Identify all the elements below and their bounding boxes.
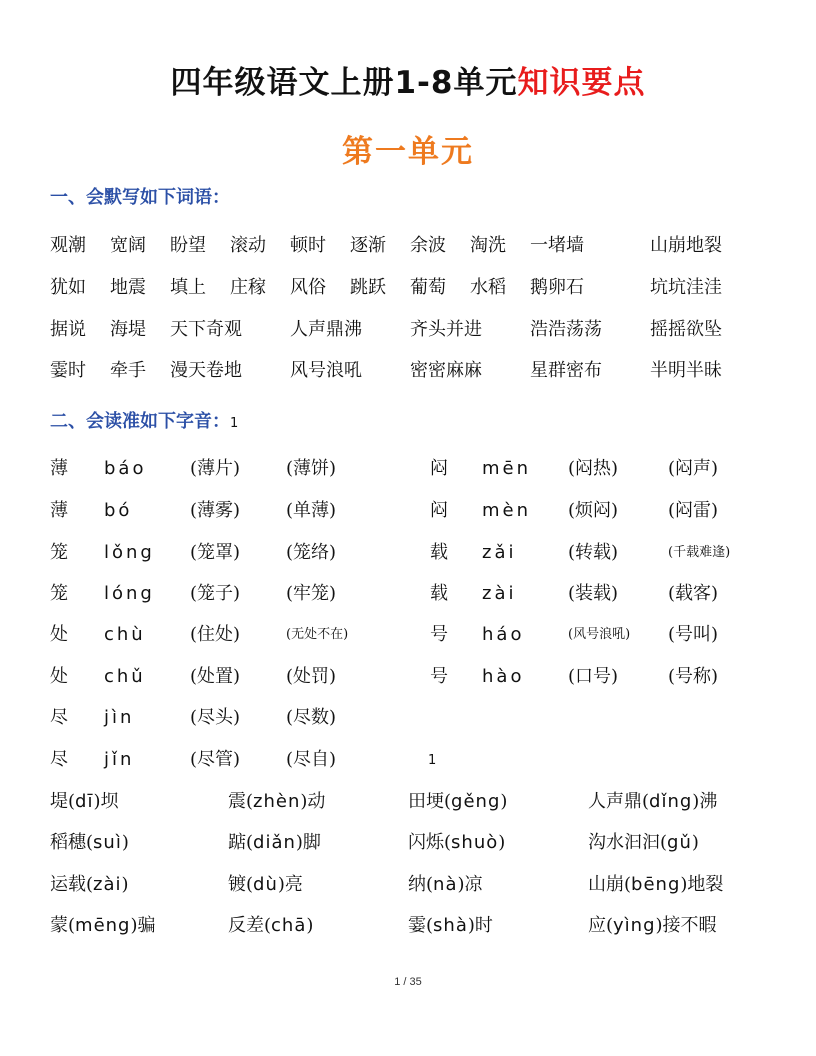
polyphone-char: 载 [430, 583, 448, 604]
heading-text: 二、会读准如下字音： [50, 411, 230, 432]
vocabulary-word: 淘洗 [470, 235, 506, 256]
pinyin: shà [433, 915, 468, 936]
example-word: (闷热) [568, 458, 619, 479]
vocabulary-word: 牵手 [110, 360, 146, 381]
example-word: (单薄) [286, 500, 337, 521]
heading-note: 1 [230, 416, 239, 431]
pinyin: chā [271, 915, 307, 936]
word-part: ) [306, 915, 314, 936]
polyphone-char: 笼 [50, 583, 68, 604]
vocabulary-word: 漫天卷地 [170, 360, 242, 381]
pinyin: lǒng [104, 542, 155, 563]
vocabulary-word: 填上 [170, 277, 206, 298]
pinyin: báo [104, 458, 147, 479]
pinyin: bó [104, 500, 133, 521]
word-part: ) [691, 832, 699, 853]
pinyin: dù [253, 874, 278, 895]
vocabulary-word: 水稻 [470, 277, 506, 298]
vocabulary-word: 跳跃 [350, 277, 386, 298]
example-word: (闷声) [668, 458, 719, 479]
annotated-word [50, 830, 129, 856]
pinyin: lóng [104, 583, 155, 604]
vocabulary-word: 人声鼎沸 [290, 319, 362, 340]
vocabulary-word: 齐头并进 [410, 319, 482, 340]
word-part: 运载( [50, 874, 94, 895]
word-part: 堤( [50, 791, 76, 812]
example-word: (笼子) [190, 583, 241, 604]
annotated-word [588, 789, 717, 815]
pinyin: dǐng [649, 791, 693, 812]
pinyin: háo [482, 624, 525, 645]
vocabulary-word: 鹅卵石 [530, 277, 584, 298]
vocabulary-word: 坑坑洼洼 [650, 277, 722, 298]
vocabulary-word: 摇摇欲坠 [650, 319, 722, 340]
vocabulary-word: 风号浪吼 [290, 360, 362, 381]
pinyin: gěng [451, 791, 501, 812]
vocabulary-word: 顿时 [290, 235, 326, 256]
example-word: (尽数) [286, 707, 337, 728]
pinyin: yìng [613, 915, 656, 936]
vocabulary-word: 犹如 [50, 277, 86, 298]
word-part: 山崩( [588, 874, 632, 895]
example-word: (薄饼) [286, 458, 337, 479]
section-heading-vocabulary: 一、会默写如下词语： [50, 187, 230, 208]
title-highlight: 知识要点 [517, 65, 646, 101]
pinyin: chǔ [104, 666, 146, 687]
example-word: (处置) [190, 666, 241, 687]
word-part: 踮( [228, 832, 254, 853]
pinyin: zài [482, 583, 517, 604]
polyphone-char: 薄 [50, 500, 68, 521]
word-part: 反差( [228, 915, 272, 936]
example-word: (牢笼) [286, 583, 337, 604]
pinyin: bēng [631, 874, 681, 895]
vocabulary-word: 风俗 [290, 277, 326, 298]
vocabulary-word: 密密麻麻 [410, 360, 482, 381]
annotated-word [588, 913, 717, 939]
polyphone-char: 号 [430, 624, 448, 645]
word-part: ) [121, 832, 129, 853]
annotated-word [228, 913, 313, 939]
example-word: (无处不在) [286, 627, 349, 642]
word-part: )地裂 [680, 874, 724, 895]
word-part: 稻穗( [50, 832, 94, 853]
polyphone-char: 尽 [50, 749, 68, 770]
vocabulary-word: 霎时 [50, 360, 86, 381]
annotated-word [50, 789, 119, 815]
pinyin: chù [104, 624, 146, 645]
vocabulary-word: 宽阔 [110, 235, 146, 256]
example-word: (笼络) [286, 542, 337, 563]
example-word: (笼罩) [190, 542, 241, 563]
word-part: )骗 [130, 915, 156, 936]
vocabulary-word: 逐渐 [350, 235, 386, 256]
pinyin: zài [93, 874, 122, 895]
word-part: 霎( [408, 915, 434, 936]
polyphone-char: 笼 [50, 542, 68, 563]
vocabulary-word: 观潮 [50, 235, 86, 256]
example-word: (风号浪吼) [568, 627, 631, 642]
word-part: ) [500, 791, 508, 812]
word-part: 蒙( [50, 915, 76, 936]
word-part: ) [498, 832, 506, 853]
example-word: (号叫) [668, 624, 719, 645]
pinyin: gǔ [667, 832, 692, 853]
vocabulary-word: 星群密布 [530, 360, 602, 381]
pinyin: diǎn [253, 832, 296, 853]
word-part: )时 [467, 915, 493, 936]
polyphone-char: 尽 [50, 707, 68, 728]
vocabulary-word: 半明半昧 [650, 360, 722, 381]
pinyin: shuò [451, 832, 499, 853]
pinyin: jìn [104, 707, 135, 728]
annotated-word [50, 913, 156, 939]
word-part: ) [121, 874, 129, 895]
example-word: (转载) [568, 542, 619, 563]
annotated-word [228, 872, 303, 898]
page-marker: 1 [428, 753, 437, 768]
pinyin: mēng [75, 915, 131, 936]
example-word: (薄雾) [190, 500, 241, 521]
annotated-word [228, 830, 321, 856]
annotated-word [228, 789, 325, 815]
word-part: )坝 [93, 791, 119, 812]
word-part: 应( [588, 915, 614, 936]
vocabulary-word: 盼望 [170, 235, 206, 256]
word-part: )沸 [692, 791, 718, 812]
example-word: (处罚) [286, 666, 337, 687]
title-main: 四年级语文上册1-8单元 [170, 65, 518, 101]
vocabulary-word: 天下奇观 [170, 319, 242, 340]
polyphone-char: 处 [50, 666, 68, 687]
annotated-word [50, 872, 129, 898]
polyphone-char: 闷 [430, 500, 448, 521]
annotated-word [408, 913, 493, 939]
word-part: 沟水汩汩( [588, 832, 668, 853]
section-heading-pronunciation [50, 407, 238, 433]
example-word: (住处) [190, 624, 241, 645]
page-number: 1 / 35 [394, 976, 422, 988]
word-part: 田埂( [408, 791, 452, 812]
example-word: (千载难逢) [668, 545, 731, 560]
polyphone-char: 号 [430, 666, 448, 687]
polyphone-char: 载 [430, 542, 448, 563]
pinyin: suì [93, 832, 122, 853]
example-word: (薄片) [190, 458, 241, 479]
polyphone-char: 薄 [50, 458, 68, 479]
vocabulary-word: 余波 [410, 235, 446, 256]
word-part: )凉 [457, 874, 483, 895]
word-part: )亮 [277, 874, 303, 895]
vocabulary-word: 山崩地裂 [650, 235, 722, 256]
pinyin: zǎi [482, 542, 517, 563]
word-part: )动 [300, 791, 326, 812]
pinyin: hào [482, 666, 525, 687]
vocabulary-word: 一堵墙 [530, 235, 584, 256]
polyphone-char: 闷 [430, 458, 448, 479]
pinyin: mēn [482, 458, 532, 479]
annotated-word [408, 830, 505, 856]
word-part: 镀( [228, 874, 254, 895]
word-part: 震( [228, 791, 254, 812]
vocabulary-word: 海堤 [110, 319, 146, 340]
unit-title: 第一单元 [342, 134, 474, 170]
example-word: (口号) [568, 666, 619, 687]
word-part: )脚 [295, 832, 321, 853]
example-word: (尽管) [190, 749, 241, 770]
example-word: (烦闷) [568, 500, 619, 521]
vocabulary-word: 庄稼 [230, 277, 266, 298]
example-word: (闷雷) [668, 500, 719, 521]
vocabulary-word: 地震 [110, 277, 146, 298]
pinyin: mèn [482, 500, 532, 521]
pinyin: dī [75, 791, 94, 812]
annotated-word [588, 872, 723, 898]
annotated-word [408, 789, 507, 815]
word-part: 纳( [408, 874, 434, 895]
polyphone-char: 处 [50, 624, 68, 645]
vocabulary-word: 葡萄 [410, 277, 446, 298]
word-part: 人声鼎( [588, 791, 650, 812]
pinyin: nà [433, 874, 458, 895]
vocabulary-word: 浩浩荡荡 [530, 319, 602, 340]
example-word: (载客) [668, 583, 719, 604]
example-word: (尽自) [286, 749, 337, 770]
annotated-word [408, 872, 483, 898]
pinyin: jǐn [104, 749, 135, 770]
document-title [0, 57, 816, 102]
example-word: (尽头) [190, 707, 241, 728]
example-word: (装载) [568, 583, 619, 604]
example-word: (号称) [668, 666, 719, 687]
vocabulary-word: 据说 [50, 319, 86, 340]
word-part: )接不暇 [655, 915, 717, 936]
word-part: 闪烁( [408, 832, 452, 853]
vocabulary-word: 滚动 [230, 235, 266, 256]
annotated-word [588, 830, 699, 856]
pinyin: zhèn [253, 791, 301, 812]
